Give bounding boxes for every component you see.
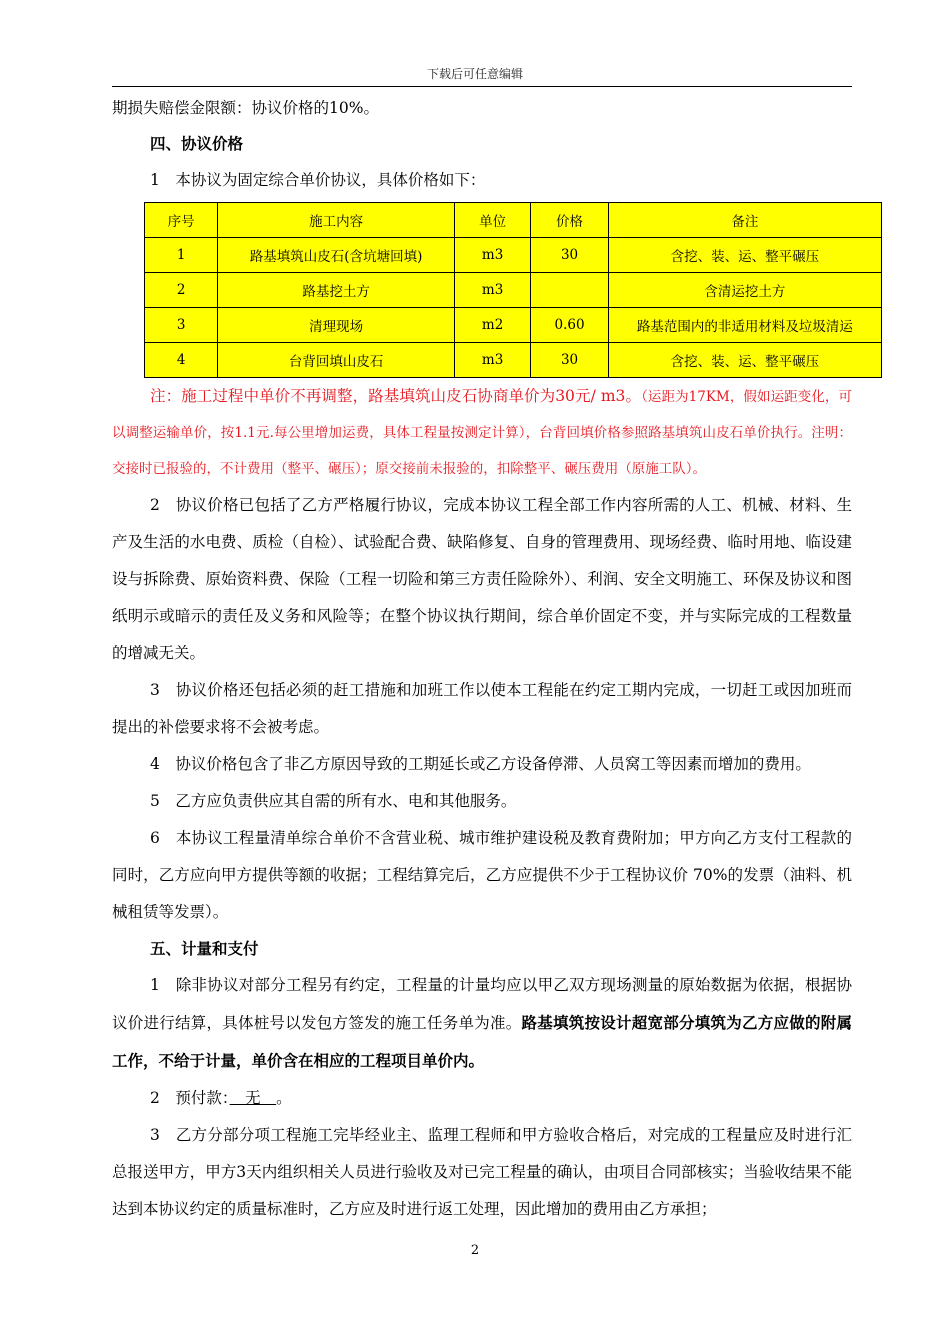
table-cell — [531, 273, 608, 308]
section4-item5: 5 乙方应负责供应其自需的所有水、电和其他服务。 — [150, 792, 517, 810]
table-cell: 路基范围内的非适用材料及垃圾清运 — [608, 308, 881, 343]
table-cell: 3 — [145, 308, 218, 343]
table-cell: m3 — [454, 273, 530, 308]
table-cell: 0.60 — [531, 308, 608, 343]
section4-item2: 2 协议价格已包括了乙方严格履行协议，完成本协议工程全部工作内容所需的人工、机械、材料、生产及生活的水电费、质检（自检）、试验配合费、缺陷修复、自身的管理费用、现场经费、临时用地、临设建设与拆除费、原始资料费、保险（工程一切险和第三方责任险除外）、利润、安全文明施工、环保及协议和图纸明示或暗示的责任及义务和风险等；在整个协议执行期间，综合单价固定不变，并与实际完成的工程数量的增减无关。 — [112, 496, 852, 662]
intro-line: 期损失赔偿金限额：协议价格的10%。 — [112, 99, 379, 117]
section4-item4: 4 协议价格包含了非乙方原因导致的工期延长或乙方设备停滞、人员窝工等因素而增加的费用。 — [150, 755, 811, 773]
price-note — [112, 378, 852, 487]
table-cell: 2 — [145, 273, 218, 308]
section5-title: 五、计量和支付 — [150, 939, 259, 958]
section5-item2 — [112, 1080, 852, 1117]
table-row — [145, 308, 882, 343]
section4-item3: 3 协议价格还包括必须的赶工措施和加班工作以使本工程能在约定工期内完成，一切赶工或因加班而提出的补偿要求将不会被考虑。 — [112, 681, 852, 736]
price-table — [144, 202, 882, 378]
table-cell: 台背回填山皮石 — [218, 343, 455, 378]
advance-payment-label: 2 预付款： — [150, 1089, 230, 1107]
price-note-rest: （运距为17KM，假如运距变化，可以调整运输单价，按1.1元.每公里增加运费，具体工程量按测定计算），台背回填价格参照路基填筑山皮石单价执行。注明：交接时已报验的，不计费用（整平、碾压）；原交接前未报验的，扣除整平、碾压费用（原施工队）。 — [112, 389, 852, 477]
header-rule — [112, 86, 852, 87]
table-cell: 含清运挖土方 — [608, 273, 881, 308]
page-number: 2 — [470, 1243, 480, 1258]
section5-item1-bold: 路基填筑按设计超宽部分填筑为乙方应做的附属工作，不给于计量，单价含在相应的工程项目单价内。 — [112, 1013, 852, 1070]
table-cell: m3 — [454, 238, 530, 273]
header-cell-index: 序号 — [145, 203, 218, 238]
header-cell-remark: 备注 — [608, 203, 881, 238]
page-header: 下载后可任意编辑 — [426, 67, 523, 81]
advance-payment-value: 无 — [229, 1089, 277, 1107]
table-header-row — [145, 203, 882, 238]
table-cell: 30 — [531, 343, 608, 378]
header-cell-content: 施工内容 — [218, 203, 455, 238]
table-cell: 30 — [531, 238, 608, 273]
section4-title: 四、协议价格 — [150, 134, 244, 153]
table-cell: 含挖、装、运、整平碾压 — [608, 238, 881, 273]
price-note-lead: 注：施工过程中单价不再调整，路基填筑山皮石协商单价为30元/ m3。 — [150, 387, 642, 405]
table-cell: 1 — [145, 238, 218, 273]
table-cell: 路基挖土方 — [218, 273, 455, 308]
table-cell: m2 — [454, 308, 530, 343]
header-cell-unit: 单位 — [454, 203, 530, 238]
table-row — [145, 238, 882, 273]
table-cell: 清理现场 — [218, 308, 455, 343]
table-cell: 路基填筑山皮石(含坑塘回填) — [218, 238, 455, 273]
table-cell: 4 — [145, 343, 218, 378]
section5-item1-text: 1 除非协议对部分工程另有约定，工程量的计量均应以甲乙双方现场测量的原始数据为依据，根据协议价进行结算，具体桩号以发包方签发的施工任务单为准。 — [112, 976, 852, 1032]
table-cell: m3 — [454, 343, 530, 378]
section5-item1 — [112, 967, 852, 1080]
table-cell: 含挖、装、运、整平碾压 — [608, 343, 881, 378]
section4-item6: 6 本协议工程量清单综合单价不含营业税、城市维护建设税及教育费附加；甲方向乙方支付工程款的同时，乙方应向甲方提供等额的收据；工程结算完后，乙方应提供不少于工程协议价 70%的发票（油料、机械租赁等发票）。 — [112, 829, 852, 921]
section4-item1: 1 本协议为固定综合单价协议，具体价格如下： — [150, 171, 486, 189]
table-row — [145, 273, 882, 308]
advance-payment-end: 。 — [276, 1089, 292, 1107]
table-row — [145, 343, 882, 378]
page-content — [112, 90, 852, 1228]
section5-item3: 3 乙方分部分项工程施工完毕经业主、监理工程师和甲方验收合格后，对完成的工程量应及时进行汇总报送甲方，甲方3天内组织相关人员进行验收及对已完工程量的确认，由项目合同部核实；当验收结果不能达到本协议约定的质量标准时，乙方应及时进行返工处理，因此增加的费用由乙方承担； — [112, 1126, 852, 1218]
header-cell-price: 价格 — [531, 203, 608, 238]
